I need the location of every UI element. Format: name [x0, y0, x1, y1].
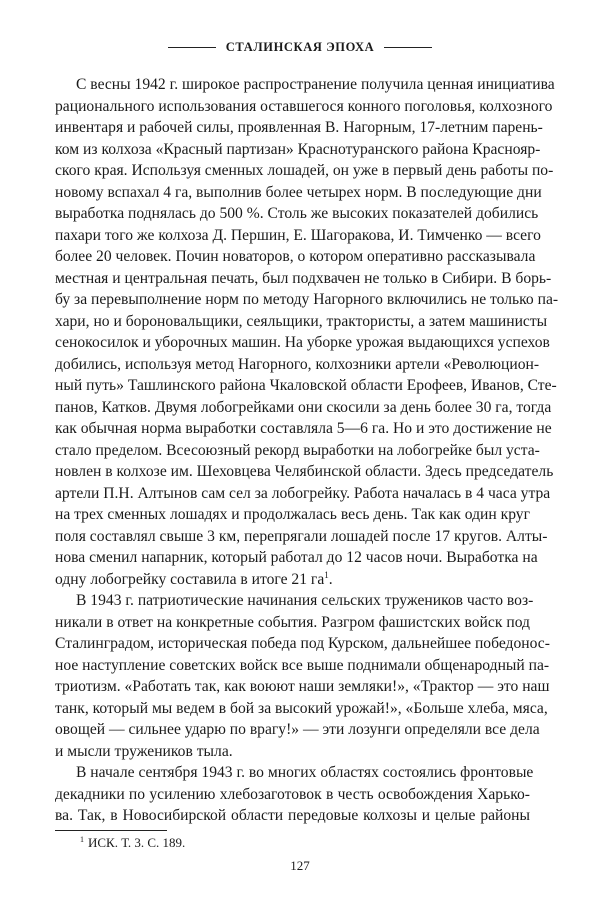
page-number: 127	[290, 858, 310, 873]
text-line	[55, 483, 551, 505]
text-line-content: ского края. Используя сменных лошадей, он уже в первый день работы по-	[55, 162, 554, 179]
text-line-content: нова сменил напарник, который работал до 12 часов ночи. Выработка на	[55, 549, 538, 566]
text-line	[55, 805, 530, 827]
text-line-content: триотизм. «Работать так, как воюют наши земляки!», «Трактор — это наш	[55, 678, 550, 695]
text-line-content: местная и центральная печать, был подхвачен не только в Сибири. В борь-	[55, 269, 552, 287]
text-line-content: никали в ответ на конкретные события. Разгром фашистских войск под	[55, 613, 530, 631]
text-line	[55, 268, 552, 290]
text-line-content: В 1943 г. патриотические начинания сельских тружеников часто воз-	[76, 592, 534, 609]
text-line-content: ное наступление советских войск все выше поднимали общенародный па-	[55, 656, 550, 674]
text-line	[55, 719, 540, 741]
sentence-end: .	[328, 570, 333, 588]
text-line-content: сенокосилок и уборочных машин. На уборке урожая выдающихся успехов	[55, 334, 550, 351]
text-line	[55, 375, 557, 397]
text-line-content: стало пределом. Всесоюзный рекорд выработки на лобогрейке был уста-	[55, 441, 540, 459]
header-rule-left	[168, 47, 216, 48]
text-line-content: рационального использования оставшегося конного поголовья, колхозного	[55, 97, 553, 115]
running-header-title: СТАЛИНСКАЯ ЭПОХА	[225, 40, 375, 54]
text-line-content: на трех сменных лошадях и продолжалась весь день. Так как один круг	[55, 506, 530, 523]
text-line-content: овощей — сильнее ударю по врагу!» — эти лозунги определяли все дела	[55, 721, 540, 738]
text-line	[55, 655, 550, 677]
text-line-content: как обычная норма выработки составляла 5—6 га. Но и это достижение не	[55, 420, 552, 437]
text-line-content: одну лобогрейку составила в итоге 21 га	[55, 570, 325, 588]
text-line	[55, 784, 530, 806]
text-line	[55, 526, 548, 548]
footnote-text: ИСК. Т. 3. С. 189.	[88, 835, 186, 850]
paragraph	[55, 74, 559, 590]
text-line	[55, 289, 559, 311]
text-line	[55, 504, 530, 526]
text-line	[55, 96, 553, 118]
footnote	[80, 835, 185, 851]
footnote-divider	[55, 830, 167, 831]
running-header	[0, 40, 600, 55]
text-line	[55, 418, 552, 440]
text-line	[55, 612, 530, 634]
text-line	[55, 741, 530, 763]
text-line	[55, 547, 538, 569]
paragraph	[55, 762, 534, 827]
text-line-content: панов, Катков. Двумя лобогрейками они скосили за день более 30 га, тогда	[55, 398, 552, 416]
text-line-content: новлен в колхозе им. Шеховцева Челябинской области. Здесь председатель	[55, 463, 554, 480]
text-line	[55, 762, 534, 784]
text-line	[55, 440, 540, 462]
text-line-content: ком из колхоза «Красный партизан» Краснотуранского района Краснояр-	[55, 140, 541, 158]
text-line-content: ный путь» Ташлинского района Чкаловской области Ерофеев, Иванов, Сте-	[55, 377, 557, 394]
text-line	[55, 590, 534, 612]
header-rule-right	[384, 47, 432, 48]
text-line-content: бу за перевыполнение норм по методу Нагорного включились не только па-	[55, 291, 559, 308]
text-line	[55, 311, 548, 333]
text-line-content: декадники по усилению хлебозаготовок в честь освобождения Харько-	[55, 785, 530, 803]
paragraph	[55, 590, 550, 762]
text-line-content: выработка поднялась до 500 %. Столь же высоких показателей добились	[55, 205, 539, 222]
text-line-content: более 20 человек. Почин новаторов, о котором оперативно рассказывала	[55, 248, 536, 265]
text-line-content: инвентаря и рабочей силы, проявленная В. Нагорным, 17-летним парень-	[55, 119, 543, 136]
text-line	[55, 397, 552, 419]
text-line-content: и мысли тружеников тыла.	[55, 742, 233, 760]
text-line-content: танк, который мы ведем в бой за высокий урожай!», «Больше хлеба, мяса,	[55, 699, 548, 717]
text-line	[55, 698, 548, 720]
text-line	[55, 246, 536, 268]
text-line	[55, 569, 530, 591]
text-line	[55, 203, 539, 225]
text-line-content: В начале сентября 1943 г. во многих областях состоялись фронтовые	[76, 764, 534, 781]
text-line-content: добились, используя метод Нагорного, колхозники артели «Революцион-	[55, 355, 540, 373]
text-line-content: артели П.Н. Алтынов сам сел за лобогрейку. Работа началась в 4 часа утра	[55, 484, 551, 502]
text-line-content: поля составлял свыше 3 км, перепрягали лошадей после 17 кругов. Алты-	[55, 527, 548, 545]
text-line-content: ва. Так, в Новосибирской области передовые колхозы и целые районы	[55, 807, 530, 824]
text-line	[55, 182, 542, 204]
text-line	[55, 117, 543, 139]
text-line	[55, 676, 550, 698]
text-line-content: пахари того же колхоза Д. Першин, Е. Шагоракова, И. Тимченко — всего	[55, 226, 541, 244]
text-line-content: хари, но и бороновальщики, сеяльщики, трактористы, а затем машинисты	[55, 312, 548, 330]
text-line	[55, 332, 550, 354]
text-line-content: С весны 1942 г. широкое распространение получила ценная инициатива	[76, 76, 555, 93]
footnote-number: 1	[80, 835, 84, 844]
text-line-content: Сталинградом, историческая победа под Курском, дальнейшее победонос-	[55, 635, 550, 652]
text-line-content: новому вспахал 4 га, выполнив более четырех норм. В последующие дни	[55, 183, 542, 201]
text-line	[55, 225, 541, 247]
text-line	[55, 461, 554, 483]
footnote-reference[interactable]: 1	[324, 569, 329, 580]
body-text	[55, 74, 559, 827]
text-line	[55, 160, 554, 182]
text-line	[55, 633, 550, 655]
text-line	[55, 354, 540, 376]
text-line	[55, 139, 541, 161]
text-line	[55, 74, 555, 96]
